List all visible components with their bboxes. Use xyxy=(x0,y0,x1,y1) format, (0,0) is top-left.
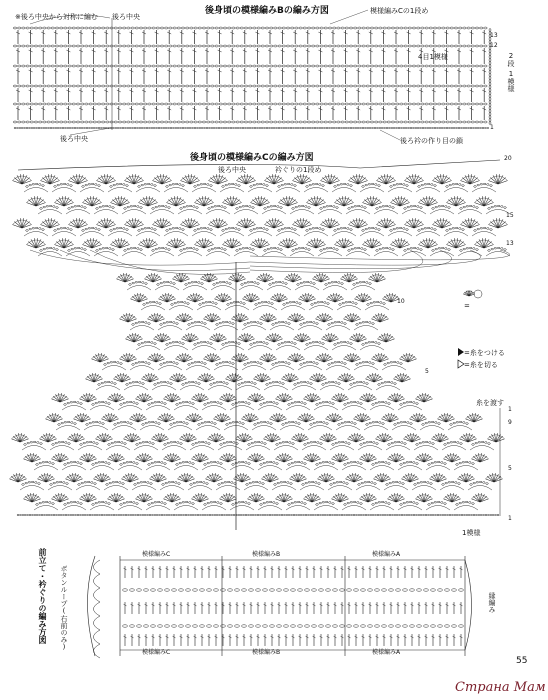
top-row-13: 13 xyxy=(490,32,498,39)
yarn-cross-label: 糸を渡す xyxy=(476,399,504,407)
main-row-5: 5 xyxy=(425,368,429,375)
legend-attach: =糸をつける xyxy=(464,349,505,357)
watermark-logo: Страна Мам xyxy=(455,680,546,695)
row-start-label: 模様編みCの1段め xyxy=(370,7,429,15)
section-bottom-c: 模様編みC xyxy=(142,649,171,656)
top-chart-grid xyxy=(13,7,491,140)
section-top-a: 模様編みA xyxy=(372,551,401,558)
section-bottom-a: 模様編みA xyxy=(372,649,401,656)
side-repeat-pattern: 1模様 xyxy=(507,70,515,92)
repeat-label-main: 1模様 xyxy=(462,529,481,537)
top-row-1: 1 xyxy=(490,124,494,131)
foundation-label: 後ろ衿の作り目の鎖 xyxy=(400,137,463,145)
top-chart-note: ※後ろ中央から対称に編む xyxy=(15,13,98,21)
main-center-label: 後ろ中央 xyxy=(218,166,246,174)
main-chart-title: 後身頃の模様編みCの編み方図 xyxy=(190,153,314,163)
main-chart-fans xyxy=(9,160,510,530)
main-row-15: 15 xyxy=(506,212,514,219)
legend-equal: = xyxy=(464,302,470,310)
main-row-5b: 5 xyxy=(508,465,512,472)
main-row-9: 9 xyxy=(508,419,512,426)
repeat-label-top: 4目1模様 xyxy=(418,53,448,61)
main-row-1a: 1 xyxy=(508,406,512,413)
top-row-12: 12 xyxy=(490,42,498,49)
section-top-b: 模様編みB xyxy=(252,551,281,558)
section-bottom-b: 模様編みB xyxy=(252,649,281,656)
bottom-chart-title: 前立て・衿ぐりの編み方図 xyxy=(38,548,47,644)
main-row-1b: 1 xyxy=(508,515,512,522)
bottom-center-label: 後ろ中央 xyxy=(60,135,88,143)
button-loop-label: ボタンループ(右前のみ) xyxy=(60,565,68,651)
main-row-10: 10 xyxy=(397,298,405,305)
main-row-20: 20 xyxy=(504,155,512,162)
section-top-c: 模様編みC xyxy=(142,551,171,558)
legend-cut: =糸を切る xyxy=(464,361,498,369)
side-edge-label: 縁編み xyxy=(488,592,496,613)
top-chart-title: 後身頃の模様編みBの編み方図 xyxy=(205,6,329,16)
page-number: 55 xyxy=(516,656,528,666)
bottom-chart-band xyxy=(88,556,472,658)
top-center-label: 後ろ中央 xyxy=(112,13,140,21)
neck-label: 衿ぐりの1段め xyxy=(275,166,322,174)
main-row-13: 13 xyxy=(506,240,514,247)
yarn-carry-loops xyxy=(30,250,510,274)
side-repeat-rows: 2段 xyxy=(507,52,515,67)
